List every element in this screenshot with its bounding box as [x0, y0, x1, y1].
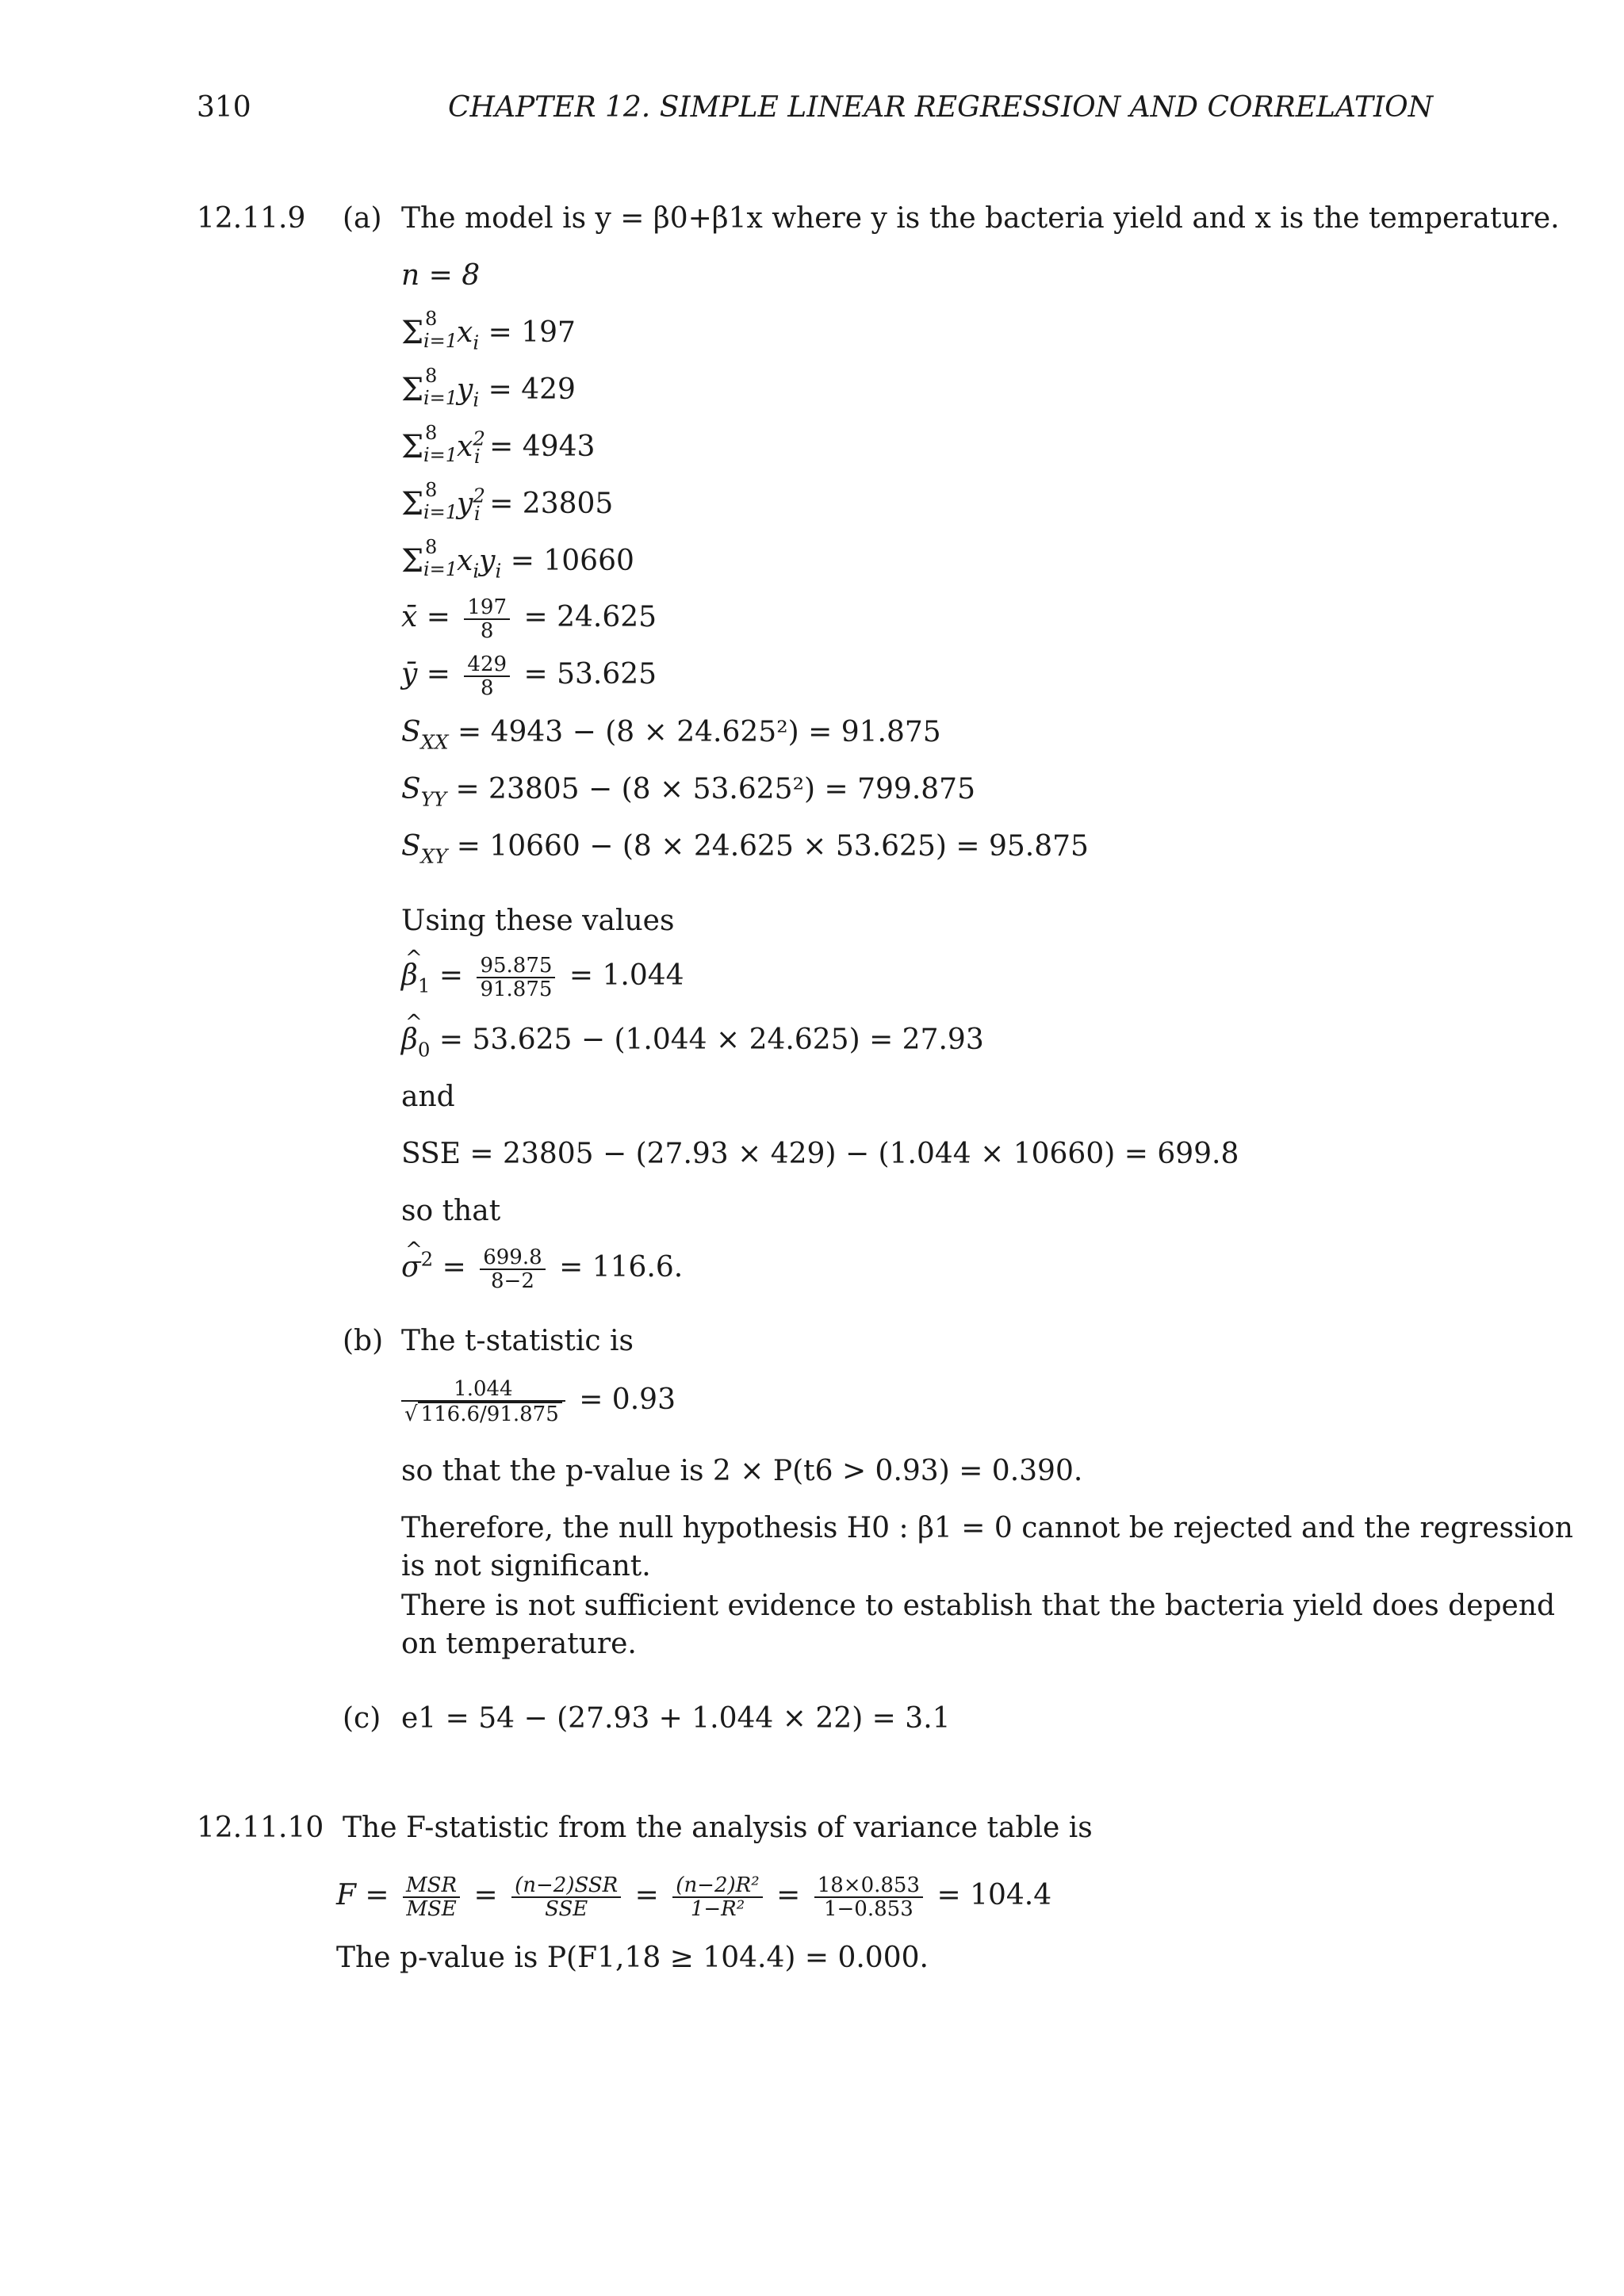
part-c-label: (c) — [343, 1702, 381, 1735]
sum-y-line: Σ 8 i=1 $y_i = 429$ — [401, 365, 576, 411]
x-bar-line: x̄ = $\frac{197}{8}$ = 24.625 — [401, 595, 657, 643]
sxx-expression: = 4943 − (8 × 24.625²) = 91.875 — [457, 716, 941, 748]
sigma-result: = 116.6. — [559, 1251, 684, 1284]
model-statement: The model is y = β0+β1x where y is the bacteria yield and x is the temperature. — [401, 202, 1560, 235]
sum-y-value: = 429 — [488, 373, 576, 406]
sum-y2-value: = 23805 — [489, 488, 614, 520]
conclusion-line-3: There is not sufficient evidence to establish that the bacteria yield does depend — [401, 1590, 1556, 1622]
x-bar-fraction: $\frac{197}{8}$ — [464, 596, 510, 642]
t-statistic-result: = 0.93 — [579, 1383, 676, 1416]
summation-symbol: Σ 8 i=1 — [401, 422, 458, 466]
f-result: = 104.4 — [936, 1879, 1052, 1911]
t-statistic-fraction: $\frac{1.044}{√ 116.6/91.875}$ — [401, 1378, 565, 1425]
and-text: and — [401, 1081, 455, 1113]
t-statistic-intro: The t-statistic is — [401, 1325, 634, 1357]
beta1-result: = 1.044 — [569, 959, 684, 992]
beta0-line: ^ $\beta_0 = 53.625 - (1.044 \times 24.625) = 27.93$ — [401, 1023, 984, 1058]
conclusion-line-1: Therefore, the null hypothesis H0 : β1 = 0 cannot be rejected and the regression — [401, 1512, 1573, 1544]
sum-xy-value: = 10660 — [510, 545, 634, 577]
problem-number: 12.11.9 — [197, 202, 306, 235]
summation-symbol: Σ 8 i=1 — [401, 365, 458, 409]
summation-symbol: Σ 8 i=1 — [401, 479, 458, 523]
y-bar-fraction: $\frac{429}{8}$ — [464, 653, 510, 699]
summation-symbol: Σ 8 i=1 — [401, 536, 458, 580]
t-statistic-line — [401, 1378, 676, 1425]
sse-expression: SSE = 23805 − (27.93 × 429) − (1.044 × 10660) = 699.8 — [401, 1138, 1239, 1170]
y-bar-result: = 53.625 — [523, 658, 657, 691]
using-values-text: Using these values — [401, 905, 675, 937]
f-fraction-3: $\frac{\text{(n−2)R²}}{\text{1−R²}}$ — [672, 1874, 762, 1920]
syy-expression: = 23805 − (8 × 53.625²) = 799.875 — [455, 773, 975, 806]
so-that-text: so that — [401, 1195, 501, 1227]
summation-symbol: Σ 8 i=1 — [401, 308, 458, 352]
page-number: 310 — [197, 91, 251, 124]
sum-x2-line: Σ 8 i=1 $x^2_i = 4943$ — [401, 422, 596, 469]
beta1-line: ^ $\beta_1$ = $\frac{95.875}{91.875}$ = 1.044 — [401, 955, 684, 1001]
y-bar-line: ȳ = $\frac{429}{8}$ = 53.625 — [401, 652, 657, 700]
sum-x-line: Σ 8 i=1 $x_i = 197$ — [401, 308, 576, 354]
beta0-expression: = 53.625 − (1.044 × 24.625) = 27.93 — [439, 1024, 984, 1056]
sxy-line: $S_{XY} = 10660 - (8 \times 24.625 \times 53.625) = 95.875$ — [401, 830, 1089, 868]
part-a-label: (a) — [343, 202, 382, 235]
sxy-expression: = 10660 − (8 × 24.625 × 53.625) = 95.875 — [456, 830, 1089, 863]
sum-x2-value: = 4943 — [489, 430, 596, 463]
f-fraction-2: $\frac{\text{(n−2)SSR}}{\text{SSE}}$ — [511, 1874, 621, 1920]
f-statistic-line: F = $\frac{\text{MSR}}{\text{MSE}}$ = $\frac{\text{(n−2)SSR}}{\text{SSE}}$ = $\frac{\text{(n−2)R²}}{\text{1−R²}}$ = $\frac{18\times 0.853}{1-0.853}$ = 104.4 — [336, 1873, 1052, 1921]
sum-xy-line: Σ 8 i=1 $x_iy_i = 10660$ — [401, 536, 634, 583]
sum-y2-line: Σ 8 i=1 $y^2_i = 23805$ — [401, 479, 614, 526]
sigma-line: ^ $\sigma^2$ = $\frac{699.8}{8-2}$ = 116.6. — [401, 1246, 683, 1292]
part-b-label: (b) — [343, 1325, 384, 1357]
sample-size: n = 8 — [401, 259, 481, 292]
running-title: CHAPTER 12. SIMPLE LINEAR REGRESSION AND CORRELATION — [448, 91, 1434, 124]
f-lhs: F = — [336, 1879, 389, 1911]
sum-x-value: = 197 — [488, 316, 576, 349]
p-value-statement: so that the p-value is 2 × P(t6 > 0.93) = 0.390. — [401, 1455, 1083, 1487]
x-bar-result: = 24.625 — [523, 601, 657, 633]
syy-line: $S_{YY} = 23805 - (8 \times 53.625^2) = 799.875$ — [401, 773, 975, 811]
sxx-line: $S_{XX} = 4943 - (8 \times 24.625^2) = 91.875$ — [401, 716, 941, 754]
problem-number: 12.11.10 — [197, 1812, 324, 1844]
conclusion-line-2: is not significant. — [401, 1550, 651, 1582]
f-fraction-4: $\frac{18\times 0.853}{1-0.853}$ — [814, 1874, 923, 1920]
sigma-fraction: $\frac{699.8}{8-2}$ — [480, 1246, 545, 1292]
residual-expression: e1 = 54 − (27.93 + 1.044 × 22) = 3.1 — [401, 1702, 951, 1735]
beta1-fraction: $\frac{95.875}{91.875}$ — [477, 955, 555, 1001]
conclusion-line-4: on temperature. — [401, 1628, 637, 1660]
f-p-value-statement: The p-value is P(F1,18 ≥ 104.4) = 0.000. — [336, 1942, 929, 1974]
f-statistic-intro: The F-statistic from the analysis of variance table is — [343, 1812, 1093, 1844]
f-fraction-1: $\frac{\text{MSR}}{\text{MSE}}$ — [403, 1874, 460, 1920]
